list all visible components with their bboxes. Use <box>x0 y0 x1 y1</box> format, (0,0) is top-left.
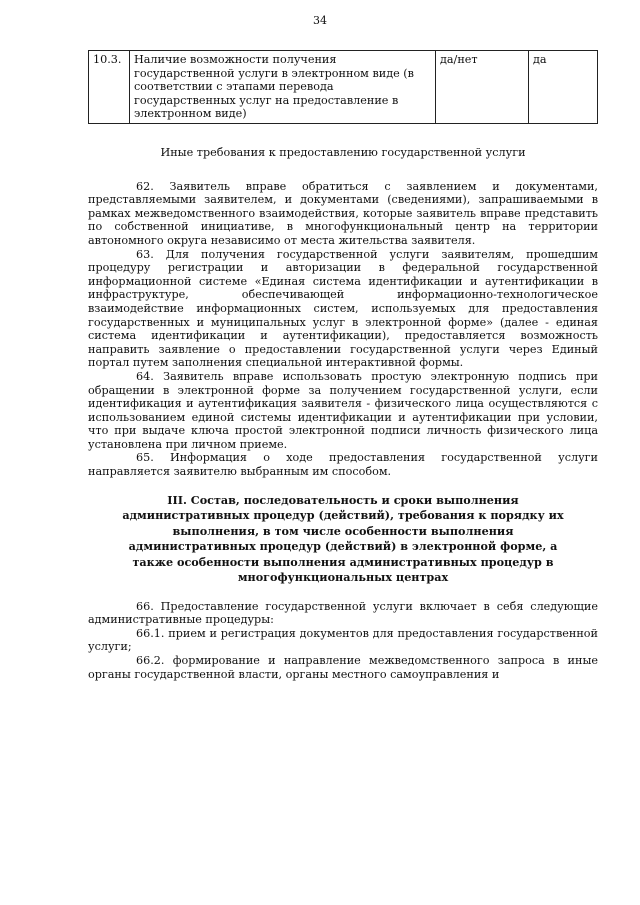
paragraph-63: 63. Для получения государственной услуги заявителям, прошедшим процедуру регистрации и авторизации в федеральной государственной информационной системе «Единая система идентификации и аутентификации в инфраструктуре, обеспечивающей информационно-технологическое взаимодействие информационных систем, используемых для предоставления государственных и муниципальных услуг в электронной форме» (далее - единая система идентификации и аутентификации), предоставляется возможность направить заявление о предоставлении государственной услуги через Единый портал путем заполнения специальной интерактивной формы. <box>88 247 598 370</box>
paragraph-62: 62. Заявитель вправе обратиться с заявлением и документами, представляемыми заявителем, и документами (сведениями), запрашиваемыми в рамках межведомственного взаимодействия, которые заявитель вправе представить по собственной инициативе, в многофункциональный центр на территории автономного округа независимо от места жительства заявителя. <box>88 179 598 247</box>
requirements-table <box>88 50 598 124</box>
document-body <box>88 146 598 681</box>
paragraph-65: 65. Информация о ходе предоставления государственной услуги направляется заявителю выбранным им способом. <box>88 451 598 479</box>
row-description-cell: Наличие возможности получения государственной услуги в электронном виде (в соответствии с этапами перевода государственных услуг на предоставление в электронном виде) <box>130 51 436 124</box>
paragraph-66-2: 66.2. формирование и направление межведомственного запроса в иные органы государственной власти, органы местного самоуправления и <box>88 654 598 681</box>
page-number: 34 <box>313 14 327 27</box>
paragraph-64: 64. Заявитель вправе использовать простую электронную подпись при обращении в электронной форме за получением государственной услуги, если идентификация и аутентификация заявителя - физического лица осуществляются с использованием единой системы идентификации и аутентификации при условии, что при выдаче ключа простой электронной подписи личность физического лица установлена при личном приеме. <box>88 369 598 451</box>
paragraph-66: 66. Предоставление государственной услуги включает в себя следующие административные процедуры: <box>88 599 598 627</box>
row-value-type-cell: да/нет <box>436 51 529 124</box>
section-title: III. Состав, последовательность и сроки выполнения административных процедур (действий), требования к порядку их выполнения, в том числе особенности выполнения административных процедур (действий) в электронной форме, а также особенности выполнения административных процедур в многофункциональных центрах <box>122 492 564 585</box>
row-answer-cell: да <box>529 51 598 124</box>
row-number-cell: 10.3. <box>89 51 130 124</box>
paragraph-66-1: 66.1. прием и регистрация документов для предоставления государственной услуги; <box>88 626 598 654</box>
subheading: Иные требования к предоставлению государственной услуги <box>160 146 526 159</box>
table-row <box>89 51 598 124</box>
